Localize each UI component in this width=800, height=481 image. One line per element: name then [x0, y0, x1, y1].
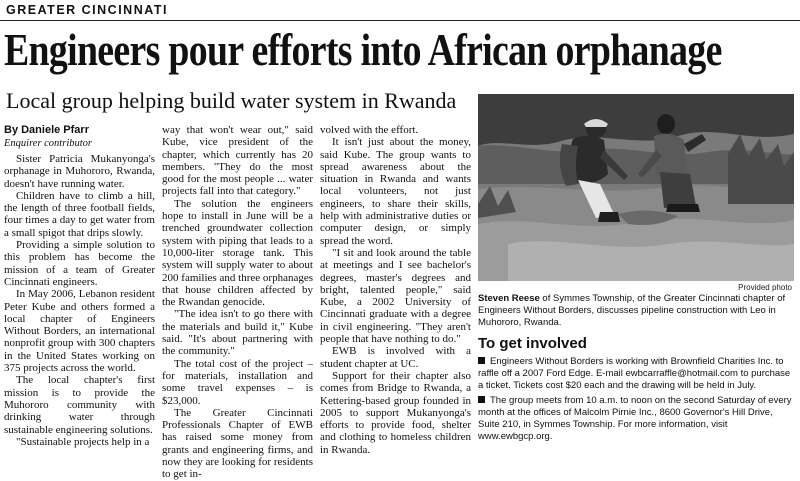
- photo-illustration: [478, 94, 794, 281]
- paragraph: The total cost of the project – for materials, installation and some travel expenses – is $23,000.: [162, 357, 313, 407]
- sidebar-item: [478, 356, 796, 392]
- paragraph: In May 2006, Lebanon resident Peter Kube and others formed a local chapter of Engineers Without Borders, an international nonprofit group with 300 chapters in the United States working on 375 projects across the world.: [4, 288, 155, 375]
- sidebar-item: [478, 395, 796, 443]
- paragraph: EWB is involved with a student chapter at UC.: [320, 345, 471, 370]
- paragraph: The solution the engineers hope to install in June will be a trenched groundwater collection system with piping that leads to a 10,000-liter storage tank. This system will supply water to about 200 families and three orphanages that house children affected by the Rwandan genocide.: [162, 197, 313, 309]
- paragraph: volved with the effort.: [320, 124, 419, 136]
- caption-text: of Symmes Township, of the Greater Cincinnati chapter of Engineers Without Borders, discusses pipeline construction with Leo in Muhororo, Rwanda.: [478, 293, 786, 328]
- news-photo: [478, 94, 794, 281]
- byline-name: By Daniele Pfarr: [4, 124, 89, 136]
- paragraph: The local chapter's first mission is to provide the Muhororo community with drinking water through sustainable engineering solutions.: [4, 374, 155, 436]
- sidebar-item-text: The group meets from 10 a.m. to noon on the second Saturday of every month at the offices of Malcolm Pirnie Inc., 8600 Governor's Hill Drive, Suite 210, in Symmes Township. For more information, visit www.ewbgcp.org.: [478, 395, 792, 442]
- paragraph: "Sustainable projects help in a: [16, 435, 150, 448]
- paragraph: Children have to climb a hill, the length of three football fields, four times a day to get water from a small spigot that drips slowly.: [4, 189, 155, 239]
- article-column-1: [4, 153, 155, 448]
- paragraph: "I sit and look around the table at meetings and I see bachelor's degrees, master's degrees and bright, talented people," said Kube, a 2002 University of Cincinnati graduate with a degree in civil engineering. "They aren't people that have nothing to do.": [320, 246, 471, 346]
- caption-name: Steven Reese: [478, 293, 540, 304]
- byline-title: Enquirer contributor: [4, 138, 92, 149]
- paragraph: Providing a simple solution to this problem has become the mission of a team of Greater Cincinnati engineers.: [4, 239, 155, 288]
- paragraph: "The idea isn't to go there with the materials and build it," Kube said. "It's about partnering with the community.": [162, 308, 313, 358]
- bullet-square-icon: [478, 396, 485, 403]
- byline: [4, 124, 154, 150]
- paragraph: The Greater Cincinnati Professionals Chapter of EWB has raised some money from grants and engineering firms, and now they are looking for residents to get in-: [162, 406, 313, 481]
- sidebar-heading: To get involved: [478, 335, 587, 352]
- paragraph: Sister Patricia Mukanyonga's orphanage in Muhororo, Rwanda, doesn't have running water.: [4, 153, 155, 190]
- sidebar-item-text: Engineers Without Borders is working with Brownfield Charities Inc. to raffle off a 2007 Ford Edge. E-mail ewbcarraffle@hotmail.com to purchase a ticket. Tickets cost $20 each and the drawing will be held in July.: [478, 356, 791, 391]
- article-column-3: [320, 124, 471, 456]
- bullet-square-icon: [478, 357, 485, 364]
- paragraph: Support for their chapter also comes from Bridge to Rwanda, a Kettering-based group founded in 2005 to support Mukanyonga's efforts to provide food, shelter and clothing to homeless children in Rwanda.: [320, 369, 471, 456]
- photo-credit: Provided photo: [738, 283, 792, 292]
- deck-subheadline: Local group helping build water system in Rwanda: [6, 88, 457, 113]
- paragraph: way that won't wear out," said Kube, vice president of the chapter, which currently has 20 members. "They do the most good for the most people ... water projects fall into that category.": [162, 124, 313, 198]
- photo-caption: [478, 293, 796, 329]
- section-label: GREATER CINCINNATI: [6, 3, 168, 17]
- section-rule: [0, 20, 800, 21]
- headline: Engineers pour efforts into African orphanage: [4, 25, 722, 75]
- paragraph: It isn't just about the money, said Kube. The group wants to spread awareness about the situation in Rwanda and wants local volunteers, not just engineers, to share their skills, help with administrative duties or computer design, or simply spread the word.: [320, 136, 471, 247]
- article-column-2: [162, 124, 313, 481]
